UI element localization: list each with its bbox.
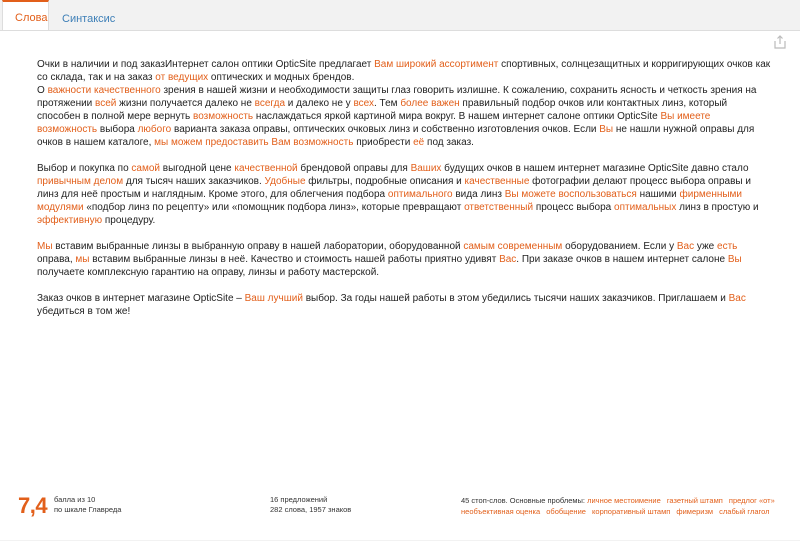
highlighted-stop-word[interactable]: Ваш лучший: [244, 293, 303, 304]
highlighted-stop-word[interactable]: всех: [353, 98, 374, 109]
problems-intro: 45 стоп-слов. Основные проблемы:: [461, 496, 585, 505]
text-fragment: Очки в наличии и под заказИнтернет салон оптики OpticSite предлагает: [37, 59, 375, 70]
analyzed-text[interactable]: [37, 58, 772, 331]
text-fragment: О: [37, 85, 48, 96]
text-fragment: варианта заказа оправы, оптических очковых линз и собственно изготовления очков. Если: [171, 124, 600, 135]
highlighted-stop-word[interactable]: Вас: [499, 254, 517, 265]
highlighted-stop-word[interactable]: Вы имеете возможность: [37, 111, 711, 135]
text-fragment: процедуру.: [102, 215, 156, 226]
highlighted-stop-word[interactable]: Вы: [599, 124, 614, 135]
text-fragment: убедиться в том же!: [37, 306, 131, 317]
word-count: 282 слова, 1957 знаков: [270, 505, 352, 514]
highlighted-stop-word[interactable]: Вам широкий ассортимент: [374, 59, 499, 70]
highlighted-stop-word[interactable]: Удобные: [264, 176, 306, 187]
problem-link[interactable]: корпоративный штамп: [592, 507, 671, 516]
highlighted-stop-word[interactable]: мы можем предоставить Вам возможность: [154, 137, 354, 148]
text-fragment: не нашли нужной оправы для очков в нашем каталоге,: [37, 124, 755, 148]
text-stats: [270, 495, 351, 515]
text-fragment: вида линз: [452, 189, 505, 200]
highlighted-stop-word[interactable]: Вы: [727, 254, 742, 265]
highlighted-stop-word[interactable]: есть: [717, 241, 738, 252]
score-label: [54, 495, 121, 515]
text-fragment: фильтры, подробные описания и: [305, 176, 465, 187]
highlighted-stop-word[interactable]: от ведущих: [155, 72, 209, 83]
text-fragment: вставим выбранные линзы в выбранную оправу в нашей лаборатории, оборудованной: [52, 241, 464, 252]
problem-link[interactable]: предлог «от»: [728, 496, 775, 505]
highlighted-stop-word[interactable]: Ваших: [410, 163, 442, 174]
highlighted-stop-word[interactable]: всегда: [254, 98, 286, 109]
tab-bar: [0, 0, 800, 30]
text-fragment: приобрести: [353, 137, 414, 148]
highlighted-stop-word[interactable]: мы: [75, 254, 90, 265]
score-value: 7,4: [18, 493, 48, 518]
problem-link[interactable]: обобщение: [546, 507, 586, 516]
score-label-line2: по шкале Главреда: [54, 505, 122, 514]
highlighted-stop-word[interactable]: качественные: [464, 176, 530, 187]
text-paragraph: [37, 240, 772, 279]
problem-link[interactable]: газетный штамп: [666, 496, 723, 505]
sentence-count: 16 предложений: [270, 495, 328, 504]
problems-summary: [461, 495, 791, 517]
text-fragment: уже: [694, 241, 718, 252]
text-fragment: жизни получается далеко не: [116, 98, 255, 109]
text-fragment: . При заказе очков в нашем интернет салоне: [516, 254, 728, 265]
tab-words[interactable]: Слова: [2, 0, 49, 31]
text-fragment: процесс выбора: [533, 202, 615, 213]
highlighted-stop-word[interactable]: Мы: [37, 241, 53, 252]
text-fragment: правильный подбор очков или контактных линз, который способен в полной мере вернуть: [37, 98, 728, 122]
text-fragment: наслаждаться яркой картиной мира вокруг. В нашем интернет салоне оптики OpticSite: [253, 111, 661, 122]
text-fragment: будущих очков в нашем интернет магазине OpticSite давно стало: [441, 163, 749, 174]
highlighted-stop-word[interactable]: возможность: [193, 111, 254, 122]
text-fragment: линз в простую и: [676, 202, 759, 213]
text-fragment: выбора: [97, 124, 138, 135]
highlighted-stop-word[interactable]: важности качественного: [47, 85, 161, 96]
text-fragment: спортивных, солнцезащитных и корригирующих очков как со склада, так и на заказ: [37, 59, 771, 83]
text-paragraph: [37, 292, 772, 318]
text-fragment: оптических и модных брендов.: [208, 72, 355, 83]
text-fragment: . Тем: [373, 98, 401, 109]
highlighted-stop-word[interactable]: Вас: [728, 293, 746, 304]
text-fragment: оправа,: [37, 254, 76, 265]
problem-link[interactable]: фимеризм: [676, 507, 714, 516]
highlighted-stop-word[interactable]: привычным делом: [37, 176, 124, 187]
highlighted-stop-word[interactable]: её: [413, 137, 425, 148]
problem-link[interactable]: необъективная оценка: [461, 507, 541, 516]
text-fragment: вставим выбранные линзы в неё. Качество и стоимость нашей работы приятно удивят: [89, 254, 500, 265]
highlighted-stop-word[interactable]: качественной: [234, 163, 298, 174]
highlighted-stop-word[interactable]: Вас: [676, 241, 695, 252]
problem-link[interactable]: слабый глагол: [719, 507, 770, 516]
text-fragment: Заказ очков в интернет магазине OpticSite –: [37, 293, 245, 304]
highlighted-stop-word[interactable]: любого: [137, 124, 172, 135]
text-fragment: для тысяч наших заказчиков.: [123, 176, 265, 187]
highlighted-stop-word[interactable]: всей: [95, 98, 117, 109]
score-label-line1: балла из 10: [54, 495, 96, 504]
text-fragment: фотографии делают процесс выбора оправы и линз для неё простым и наглядным. Кроме этого, для облегчения подбора: [37, 176, 751, 200]
text-fragment: зрения в нашей жизни и необходимости защиты глаз говорить излишне. К сожалению, сохранить ясность и четкость зрения на протяжении: [37, 85, 757, 109]
text-fragment: нашими: [636, 189, 680, 200]
highlighted-stop-word[interactable]: Вы можете воспользоваться: [504, 189, 637, 200]
text-fragment: оборудованием. Если у: [562, 241, 677, 252]
highlighted-stop-word[interactable]: самым современным: [463, 241, 563, 252]
highlighted-stop-word[interactable]: фирменными модулями: [37, 189, 743, 213]
highlighted-stop-word[interactable]: оптимальных: [614, 202, 677, 213]
text-fragment: и далеко не у: [285, 98, 354, 109]
text-paragraph: [37, 162, 772, 227]
text-fragment: «подбор линз по рецепту» или «помощник подбора линз», которые превращают: [83, 202, 465, 213]
text-fragment: под заказ.: [424, 137, 474, 148]
highlighted-stop-word[interactable]: самой: [131, 163, 161, 174]
text-fragment: Выбор и покупка по: [37, 163, 132, 174]
tab-syntax[interactable]: Синтаксис: [62, 13, 116, 25]
text-fragment: брендовой оправы для: [297, 163, 411, 174]
text-fragment: выбор. За годы нашей работы в этом убедились тысячи наших заказчиков. Приглашаем и: [302, 293, 729, 304]
text-fragment: получаете комплексную гарантию на оправу, линзы и работу мастерской.: [37, 267, 380, 278]
content-panel: [0, 30, 800, 540]
text-paragraph: [37, 58, 772, 149]
highlighted-stop-word[interactable]: оптимального: [387, 189, 453, 200]
highlighted-stop-word[interactable]: эффективную: [37, 215, 103, 226]
share-icon[interactable]: [774, 35, 786, 49]
highlighted-stop-word[interactable]: ответственный: [464, 202, 534, 213]
highlighted-stop-word[interactable]: более важен: [400, 98, 460, 109]
results-footer: [0, 489, 800, 541]
problem-link[interactable]: личное местоимение: [587, 496, 661, 505]
text-fragment: выгодной цене: [160, 163, 235, 174]
